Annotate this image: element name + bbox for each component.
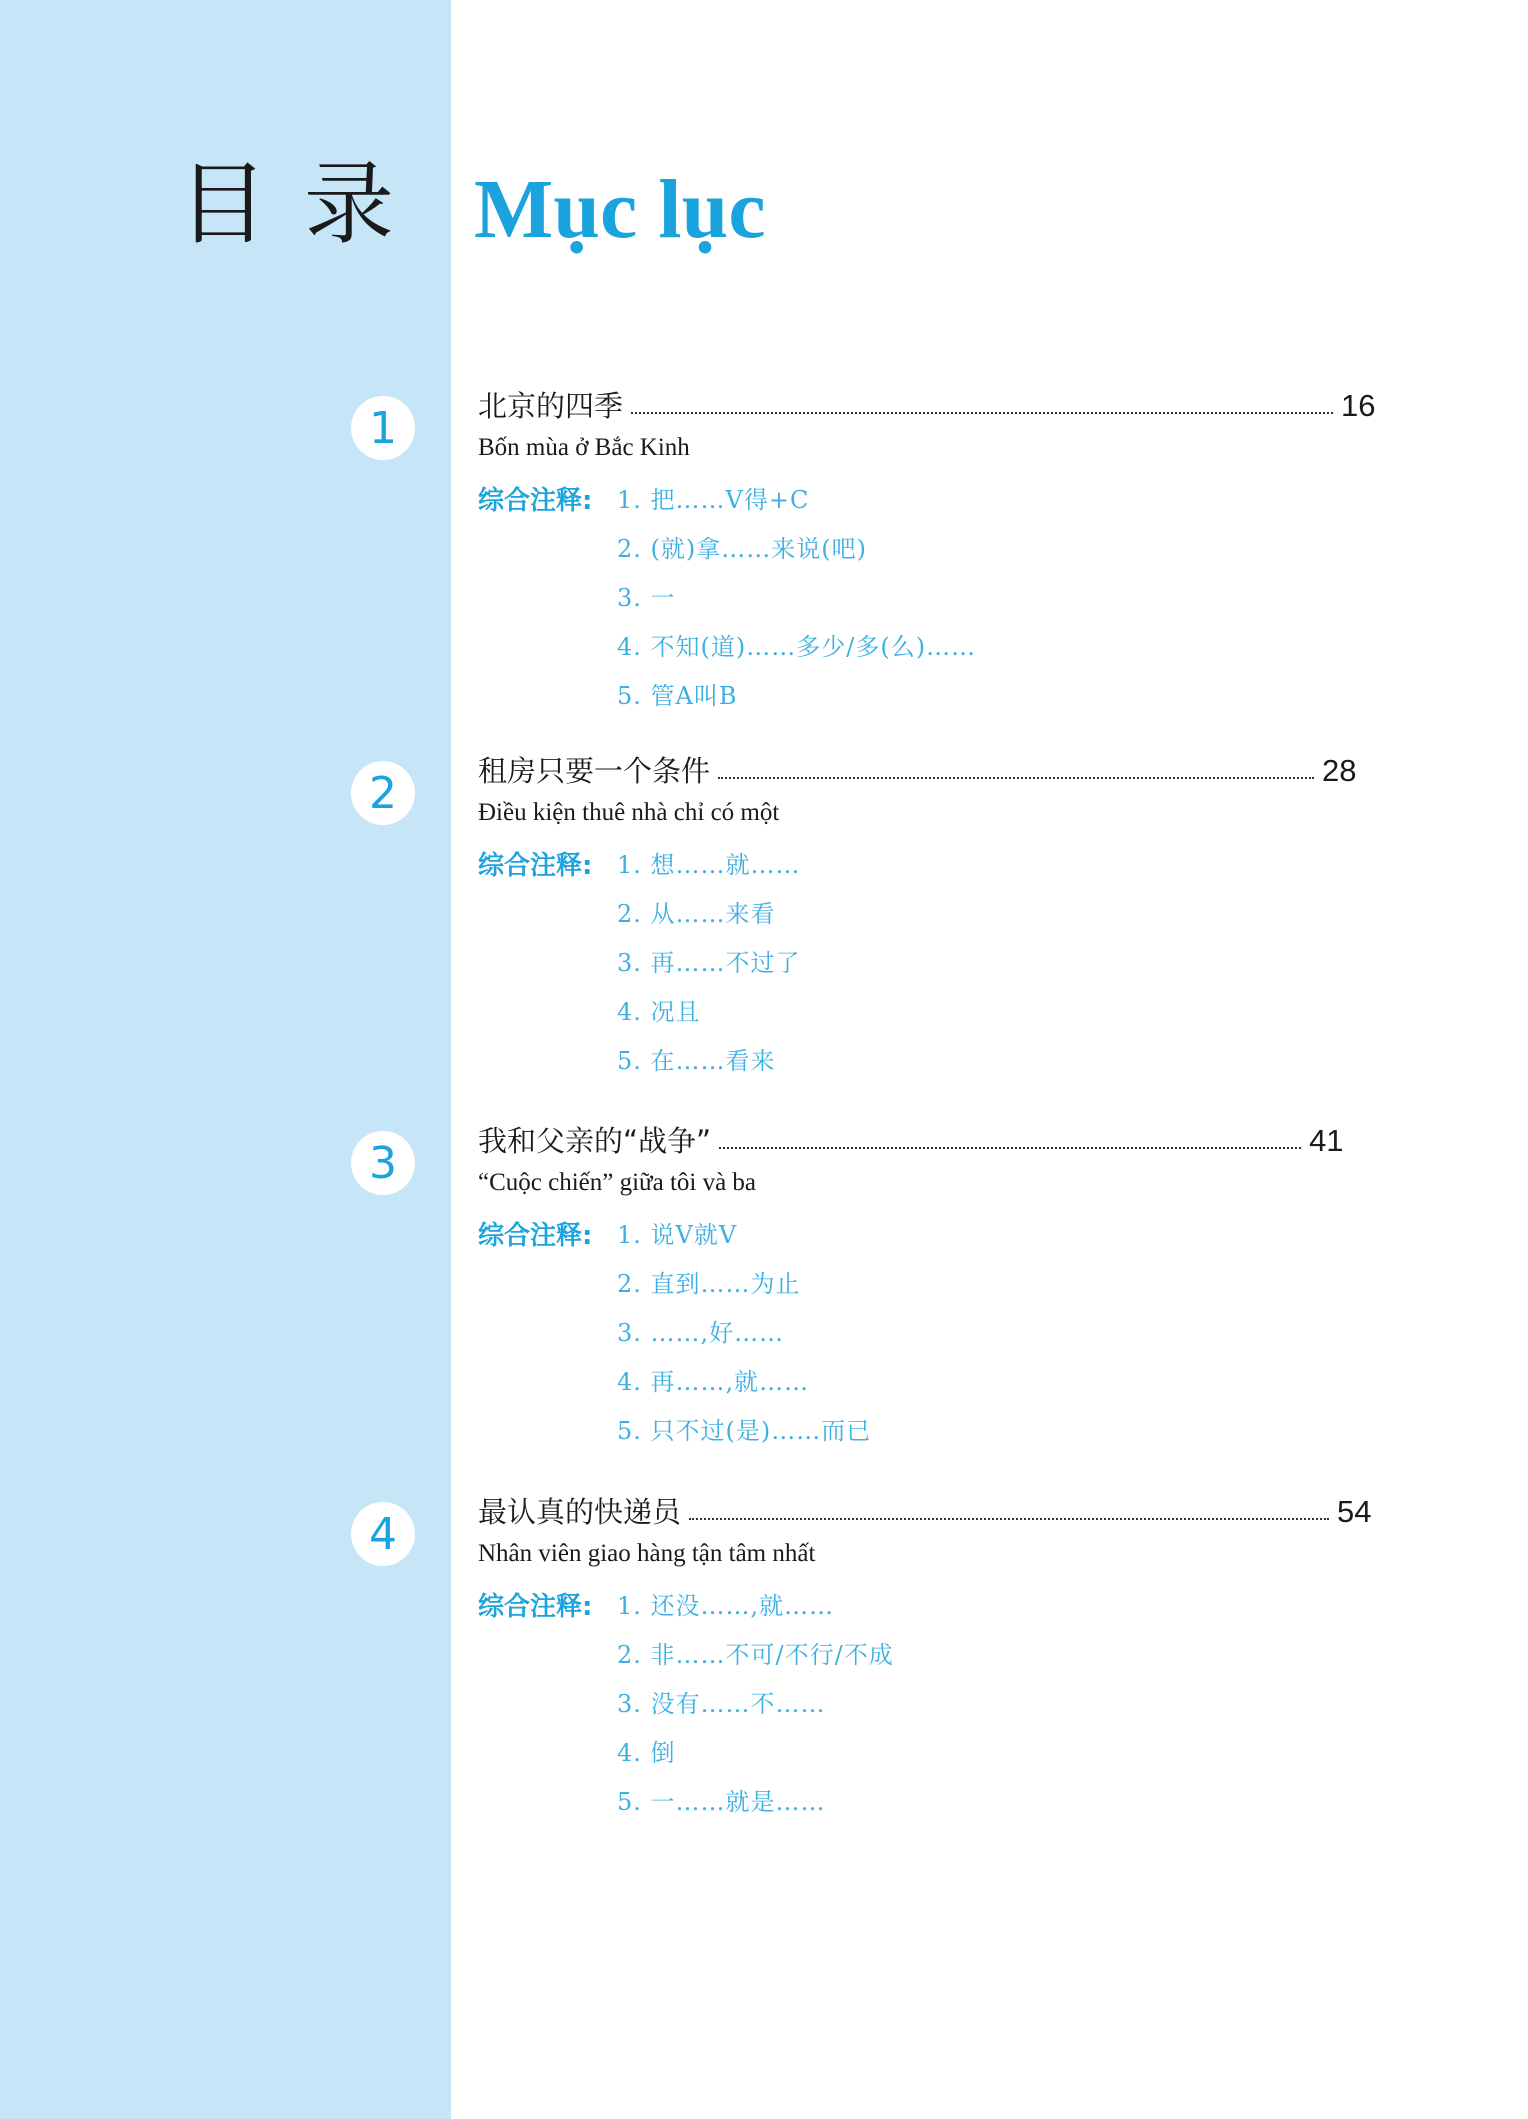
lesson-title: 最认真的快递员 — [478, 1495, 682, 1529]
lesson-subtitle: Nhân viên giao hàng tận tâm nhất — [478, 1540, 816, 1567]
note-item: 1. 把……V得+C — [617, 486, 810, 514]
note-item: 5. 只不过(是)……而已 — [617, 1417, 872, 1445]
note-item: 4. 倒 — [617, 1739, 676, 1767]
lesson-heading-row — [478, 749, 1357, 790]
dot-leader — [631, 412, 1333, 414]
lesson-heading-row — [478, 1119, 1344, 1160]
lesson-heading-row — [478, 384, 1376, 425]
page-title-chinese: 目录 — [178, 152, 430, 257]
lesson-number-badge: 3 — [351, 1131, 415, 1195]
notes-label: 综合注释: — [478, 1592, 593, 1622]
note-item: 4. 不知(道)……多少/多(么)…… — [617, 633, 977, 661]
lesson-number-badge: 1 — [351, 396, 415, 460]
note-item: 3. 没有……不…… — [617, 1690, 826, 1718]
note-item: 1. 想……就…… — [617, 851, 801, 879]
lesson-subtitle: “Cuộc chiến” giữa tôi và ba — [478, 1169, 757, 1196]
notes-label: 综合注释: — [478, 1221, 593, 1251]
lesson-subtitle: Bốn mùa ở Bắc Kinh — [478, 434, 690, 461]
note-item: 5. 管A叫B — [617, 682, 738, 710]
dot-leader — [718, 777, 1314, 779]
note-item: 5. 一……就是…… — [617, 1788, 826, 1816]
note-item: 4. 况且 — [617, 998, 701, 1026]
dot-leader — [719, 1147, 1301, 1149]
note-item: 2. 直到……为止 — [617, 1270, 801, 1298]
notes-label: 综合注释: — [478, 851, 593, 881]
lesson-title: 北京的四季 — [478, 389, 624, 423]
page-number: 41 — [1309, 1123, 1344, 1158]
note-item: 1. 说V就V — [617, 1221, 738, 1249]
page-number: 54 — [1337, 1494, 1372, 1529]
note-item: 2. 从……来看 — [617, 900, 776, 928]
lesson-heading-row — [478, 1490, 1372, 1531]
note-item: 5. 在……看来 — [617, 1047, 776, 1075]
sidebar-band — [0, 0, 451, 2119]
dot-leader — [689, 1518, 1329, 1520]
note-item: 2. 非……不可/不行/不成 — [617, 1641, 894, 1669]
note-item: 3. ……,好…… — [617, 1319, 785, 1347]
page-title-vietnamese: Mục lục — [474, 163, 766, 256]
notes-label: 综合注释: — [478, 486, 593, 516]
note-item: 1. 还没……,就…… — [617, 1592, 835, 1620]
lesson-number-badge: 4 — [351, 1502, 415, 1566]
page-number: 28 — [1322, 753, 1357, 788]
note-item: 2. (就)拿……来说(吧) — [617, 535, 867, 563]
page-number: 16 — [1341, 388, 1376, 423]
note-item: 3. 再……不过了 — [617, 949, 801, 977]
lesson-subtitle: Điều kiện thuê nhà chỉ có một — [478, 799, 780, 826]
lesson-title: 租房只要一个条件 — [478, 754, 711, 788]
note-item: 3. 一 — [617, 584, 676, 612]
lesson-title: 我和父亲的“战争” — [478, 1124, 712, 1158]
lesson-number-badge: 2 — [351, 761, 415, 825]
note-item: 4. 再……,就…… — [617, 1368, 810, 1396]
